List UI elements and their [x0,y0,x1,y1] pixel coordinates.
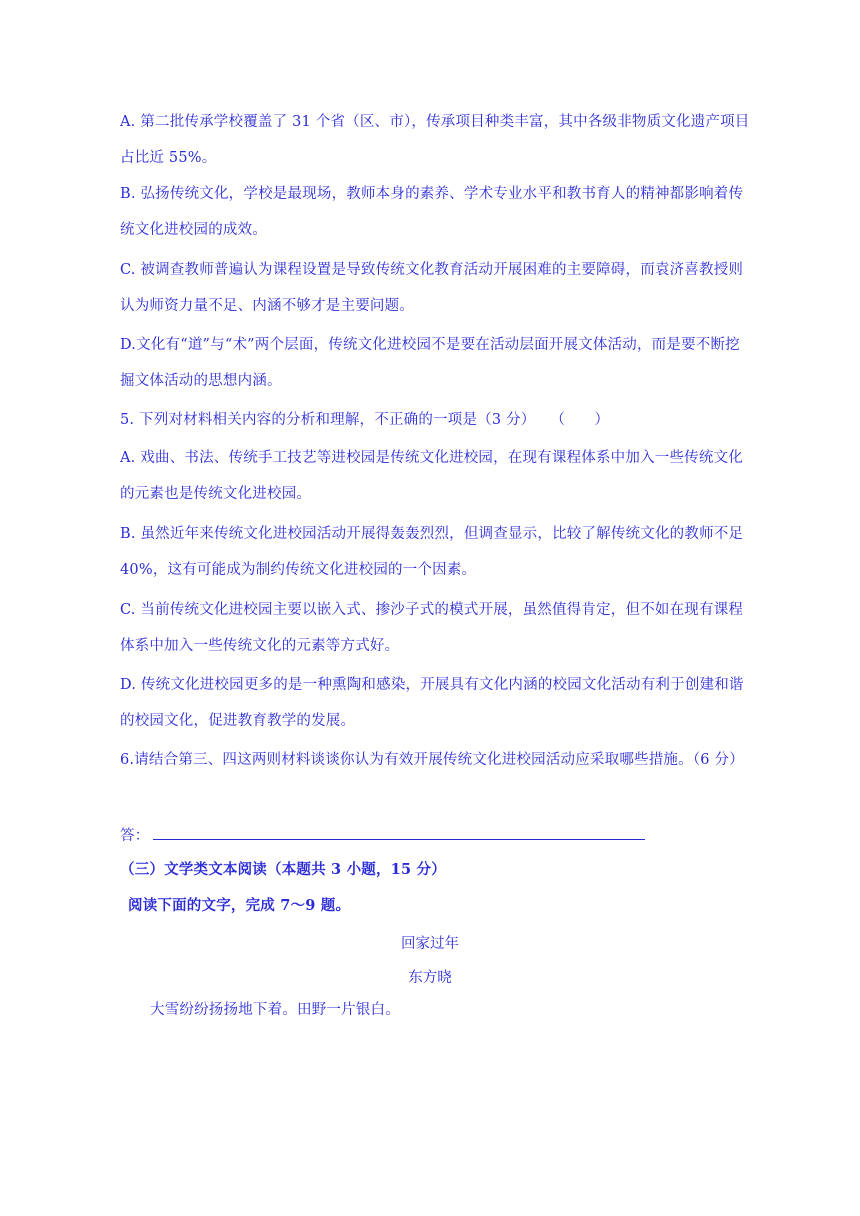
q5-option-d: D. 传统文化进校园更多的是一种熏陶和感染，开展具有文化内涵的校园文化活动有利于创建和谐的校园文化，促进教育教学的发展。 [120,677,744,729]
section-instruction: 阅读下面的文字，完成 7～9 题。 [128,897,351,914]
story-author: 东方晓 [408,970,452,986]
answer-line[interactable] [153,825,645,840]
q5-stem: 5. 下列对材料相关内容的分析和理解，不正确的一项是（3 分） （ ） [120,412,610,428]
q5-option-c: C. 当前传统文化进校园主要以嵌入式、掺沙子式的模式开展，虽然值得肯定，但不如在现有课程体系中加入一些传统文化的元素等方式好。 [120,602,744,654]
section-heading: （三）文学类文本阅读（本题共 3 小题，15 分） [120,861,446,878]
q5-option-b: B. 虽然近年来传统文化进校园活动开展得轰轰烈烈，但调查显示，比较了解传统文化的教师不足 40%，这有可能成为制约传统文化进校园的一个因素。 [120,526,744,578]
q4-option-a: A. 第二批传承学校覆盖了 31 个省（区、市），传承项目种类丰富，其中各级非物质文化遗产项目占比近 55%。 [120,114,750,166]
q6-answer-row [120,818,750,854]
q5-option-a: A. 戏曲、书法、传统手工技艺等进校园是传统文化进校园，在现有课程体系中加入一些传统文化的元素也是传统文化进校园。 [120,450,743,502]
q4-option-b: B. 弘扬传统文化，学校是最现场，教师本身的素养、学术专业水平和教书育人的精神都影响着传统文化进校园的成效。 [120,186,744,238]
q4-option-d: D.文化有“道”与“术”两个层面，传统文化进校园不是要在活动层面开展文体活动，而是要不断挖掘文体活动的思想内涵。 [120,337,740,389]
q4-option-c: C. 被调查教师普遍认为课程设置是导致传统文化教育活动开展困难的主要障碍，而袁济喜教授则认为师资力量不足、内涵不够才是主要问题。 [120,262,744,314]
story-first-line: 大雪纷纷扬扬地下着。田野一片银白。 [150,1002,400,1018]
q6-stem: 6.请结合第三、四这两则材料谈谈你认为有效开展传统文化进校园活动应采取哪些措施。（6 分） [120,752,744,768]
answer-label: 答： [120,828,150,844]
story-title: 回家过年 [401,936,459,952]
